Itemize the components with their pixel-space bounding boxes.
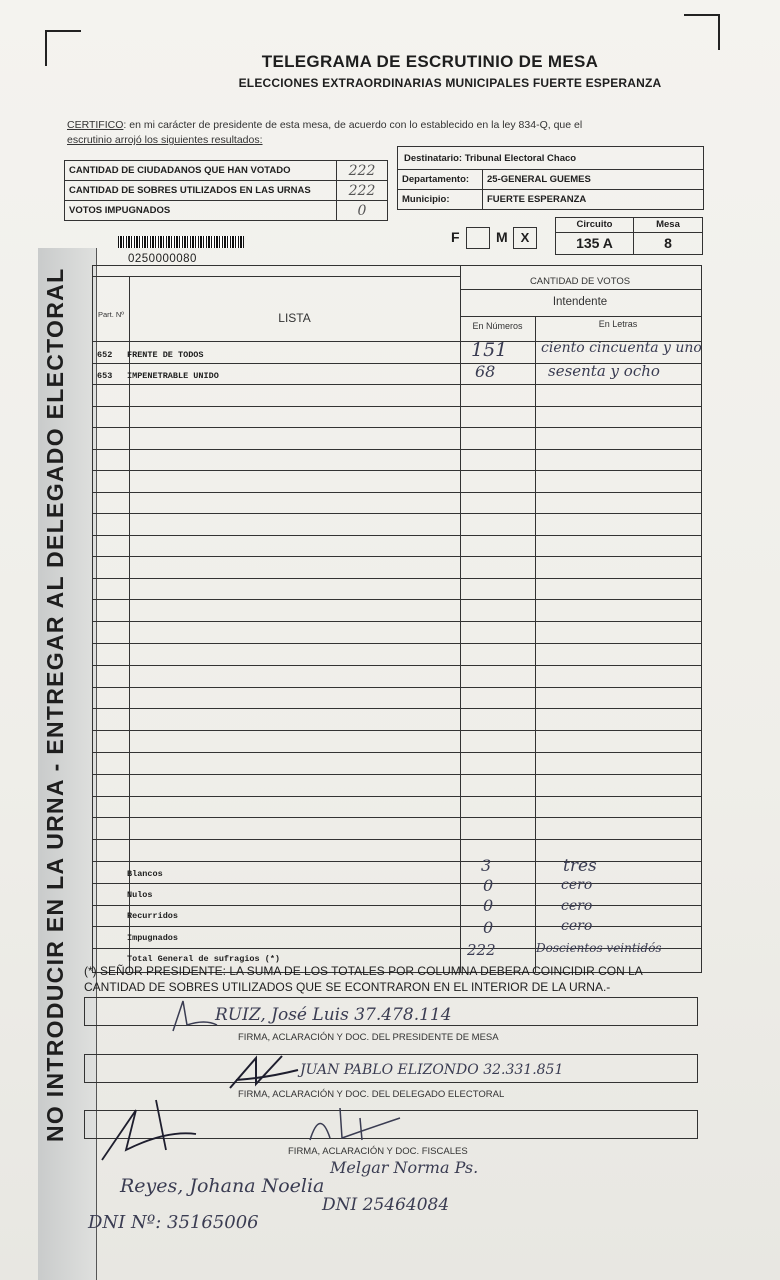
document-subtitle: ELECCIONES EXTRAORDINARIAS MUNICIPALES FUERTE ESPERANZA [238,76,662,90]
intendente-header: Intendente [552,296,608,308]
fiscal1-name: Reyes, Johana Noelia [120,1175,325,1197]
certifico-label: CERTIFICO [67,119,124,131]
total-votes: 0 [483,876,494,895]
table-row-line [93,643,701,644]
table-row-line [93,752,701,753]
fiscal-signature-scribble-2 [300,1088,410,1148]
certifico-body: : en mi carácter de presidente de esta mesa, de acuerdo con lo establecido en la ley 834-Q, que el [123,119,583,131]
table-row-line [93,556,701,557]
total-words: cero [561,898,593,914]
mesa-label: Mesa [634,218,702,233]
table-row-line [93,905,701,906]
presidente-signature-text: RUIZ, José Luis 37.478.114 [215,1005,452,1025]
president-note: (*) SEÑOR PRESIDENTE: LA SUMA DE LOS TOTALES POR COLUMNA DEBERA COINCIDIR CON LA CANTIDAD DE SOBRES UTILIZADOS QUE SE ECONTRARON EN EL INTERIOR DE LA URNA.- [84,964,643,994]
f-label: F [451,229,460,245]
table-row-line [93,774,701,775]
certifico-body-2: escrutinio arrojó los siguientes resultados: [67,134,263,146]
cantidad-votos-header: CANTIDAD DE VOTOS [529,276,631,287]
table-row-line [93,406,701,407]
summary-label: CANTIDAD DE SOBRES UTILIZADOS EN LAS URNAS [65,181,337,201]
en-numeros-header: En Números [472,321,523,331]
table-row-line [93,492,701,493]
table-row-line [93,708,701,709]
table-row-line [93,687,701,688]
summary-row [65,201,388,221]
part-header: Part. Nº [97,310,125,319]
departamento-label: Departamento: [398,170,483,189]
presidente-signature-scribble [165,995,225,1037]
certification-text [67,118,687,148]
results-table [92,265,702,973]
presidente-signature-label: FIRMA, ACLARACIÓN Y DOC. DEL PRESIDENTE DE MESA [238,1032,499,1043]
list-name: FRENTE DE TODOS [127,350,204,360]
fiscal-signature-scribble-1 [96,1090,216,1170]
list-name: IMPENETRABLE UNIDO [127,371,219,381]
total-label: Blancos [127,869,163,879]
total-words: cero [561,918,593,934]
document-title: TELEGRAMA DE ESCRUTINIO DE MESA [261,52,599,71]
circuito-value: 135 A [556,233,634,254]
municipio-value: FUERTE ESPERANZA [487,194,587,205]
lista-header: LISTA [278,311,311,325]
total-votes: 0 [483,896,494,915]
total-votes: 0 [483,918,494,937]
fiscal2-dni: DNI 25464084 [322,1195,450,1215]
circuito-mesa-box [555,217,703,255]
fiscal1-dni: DNI Nº: 35165006 [88,1212,259,1233]
table-row-line [93,839,701,840]
table-row-line [93,578,701,579]
list-number: 653 [97,371,113,381]
destinatario: Destinatario: Tribunal Electoral Chaco [404,152,577,164]
summary-label: CANTIDAD DE CIUDADANOS QUE HAN VOTADO [65,161,337,181]
total-words: tres [563,856,597,876]
summary-value: 222 [337,161,388,181]
barcode [118,236,244,248]
table-row-line [93,427,701,428]
table-row-line [93,449,701,450]
corner-mark-top-right [684,14,720,50]
table-row-line [93,817,701,818]
m-checkbox: X [513,227,537,249]
total-label: Impugnados [127,933,179,943]
barcode-number: 0250000080 [128,253,197,265]
summary-row [65,181,388,201]
table-row-line [93,384,701,385]
fiscal2-name: Melgar Norma Ps. [330,1158,479,1177]
side-band-text: NO INTRODUCIR EN LA URNA - ENTREGAR AL DELEGADO ELECTORAL [42,267,68,1142]
table-row-line [93,535,701,536]
list-number: 652 [97,350,113,360]
total-votes: 3 [481,856,492,875]
departamento-value: 25-GENERAL GUEMES [487,174,591,185]
list-words: sesenta y ocho [548,362,660,380]
en-letras-header: En Letras [598,319,638,329]
summary-value: 0 [337,201,388,221]
mesa-value: 8 [664,235,672,251]
table-row-line [93,926,701,927]
fiscales-signature-label: FIRMA, ACLARACIÓN Y DOC. FISCALES [288,1146,468,1157]
delegado-signature-text: JUAN PABLO ELIZONDO 32.331.851 [300,1062,564,1078]
m-label: M [496,229,508,245]
summary-label: VOTOS IMPUGNADOS [65,201,337,221]
total-label: Total General de sufragios (*) [127,954,281,964]
list-votes: 68 [475,362,496,381]
destination-box [397,146,704,210]
total-words: cero [561,877,593,893]
table-row-line [93,883,701,884]
table-row-line [93,513,701,514]
table-row-line [93,621,701,622]
circuito-label: Circuito [556,218,634,233]
table-row-line [93,665,701,666]
table-row-line [93,861,701,862]
total-votes: 222 [467,941,496,959]
summary-row [65,161,388,181]
list-words: ciento cincuenta y uno [541,340,702,356]
f-checkbox [466,227,490,249]
municipio-label: Municipio: [398,190,483,209]
table-row-line [93,599,701,600]
delegado-signature-label: FIRMA, ACLARACIÓN Y DOC. DEL DELEGADO ELECTORAL [238,1089,505,1100]
list-votes: 151 [471,339,508,361]
table-row-line [93,796,701,797]
table-row-line [93,730,701,731]
summary-value: 222 [337,181,388,201]
total-label: Recurridos [127,911,179,921]
summary-table [64,160,388,221]
table-row-line [93,470,701,471]
total-label: Nulos [127,890,153,900]
total-words: Doscientos veintidós [536,941,662,955]
